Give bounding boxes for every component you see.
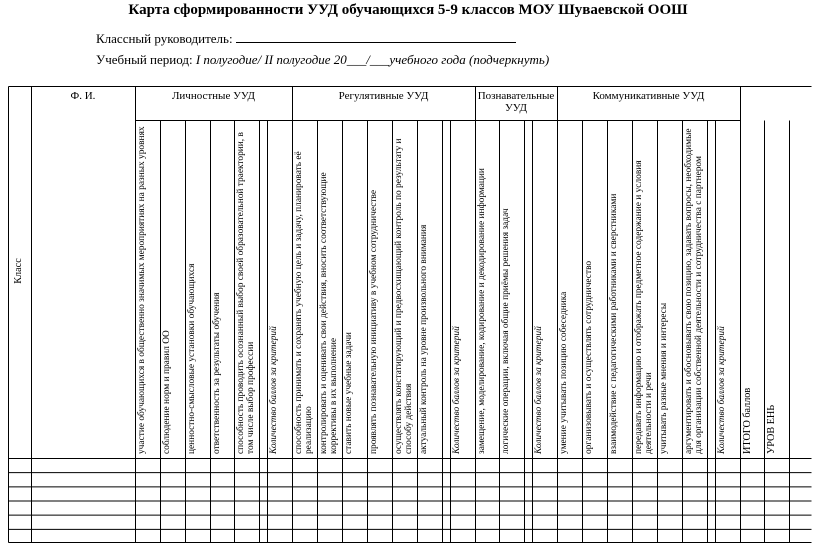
period-line xyxy=(96,52,549,68)
table-cell[interactable] xyxy=(682,472,707,486)
table-cell[interactable] xyxy=(532,486,557,500)
teacher-line xyxy=(96,31,516,47)
table-cell[interactable] xyxy=(234,486,259,500)
header-name: Ф. И. xyxy=(70,90,96,102)
table-cell[interactable] xyxy=(707,472,715,486)
table-cell[interactable] xyxy=(392,501,417,515)
table-cell[interactable] xyxy=(417,458,442,472)
teacher-label: Классный руководитель: xyxy=(96,31,233,46)
criterion-regulatory: проявлять познавательную инициативу в учебном сотрудничестве xyxy=(369,189,379,454)
table-cell[interactable] xyxy=(740,472,764,486)
table-cell[interactable] xyxy=(657,501,682,515)
table-cell[interactable] xyxy=(740,501,764,515)
table-cell[interactable] xyxy=(342,486,367,500)
table-cell[interactable] xyxy=(259,472,267,486)
table-cell[interactable] xyxy=(392,515,417,529)
table-cell[interactable] xyxy=(367,486,392,500)
criterion-regulatory: актуальный контроль на уровне произвольного внимания xyxy=(419,224,429,454)
table-cell[interactable] xyxy=(442,486,450,500)
table-cell[interactable] xyxy=(417,515,442,529)
table-cell[interactable] xyxy=(317,458,342,472)
table-cell[interactable] xyxy=(607,515,632,529)
table-cell[interactable] xyxy=(160,458,185,472)
table-cell[interactable] xyxy=(31,501,135,515)
criterion-regulatory: контролировать и оценивать свои действия, вносить соответствующие коррективы в их выполнение xyxy=(319,172,339,454)
criterion-personal: соблюдение норм и правил ОО xyxy=(162,330,172,454)
table-cell[interactable] xyxy=(185,472,210,486)
table-cell[interactable] xyxy=(442,458,450,472)
table-cell[interactable] xyxy=(31,472,135,486)
table-cell[interactable] xyxy=(475,458,499,472)
table-cell[interactable] xyxy=(160,501,185,515)
table-cell[interactable] xyxy=(317,501,342,515)
table-cell[interactable] xyxy=(392,472,417,486)
table-cell[interactable] xyxy=(532,472,557,486)
table-cell[interactable] xyxy=(31,458,135,472)
table-cell[interactable] xyxy=(210,515,234,529)
criterion-regulatory: способность принимать и сохранять учебную цель и задачу, планировать её реализацию xyxy=(294,151,314,454)
table-cell[interactable] xyxy=(499,486,524,500)
table-cell[interactable] xyxy=(267,501,292,515)
table-cell[interactable] xyxy=(160,472,185,486)
table-cell[interactable] xyxy=(135,486,160,500)
table-cell[interactable] xyxy=(267,486,292,500)
table-cell[interactable] xyxy=(442,501,450,515)
table-cell[interactable] xyxy=(632,458,657,472)
criterion-communicative: передавать информацию и отображать предметное содержание и условия деятельности и речи xyxy=(634,160,654,454)
table-cell[interactable] xyxy=(740,515,764,529)
table-cell[interactable] xyxy=(185,486,210,500)
table-cell[interactable] xyxy=(715,472,740,486)
criterion-regulatory: осуществлять констатирующий и предвосхищающий контроль по результату и способу действия xyxy=(394,138,414,454)
header-level: УРОВ ЕНЬ xyxy=(766,404,777,454)
table-cell[interactable] xyxy=(442,515,450,529)
table-cell[interactable] xyxy=(342,472,367,486)
table-cell[interactable] xyxy=(740,458,764,472)
group-header-communicative: Коммуникативные УУД xyxy=(592,90,705,102)
table-cell[interactable] xyxy=(582,472,607,486)
table-cell[interactable] xyxy=(764,458,789,472)
table-cell[interactable] xyxy=(417,486,442,500)
table-cell[interactable] xyxy=(657,486,682,500)
score-per-criterion-header: Количество баллов за критерий xyxy=(452,326,462,454)
table-cell[interactable] xyxy=(715,501,740,515)
criterion-communicative: умение учитывать позицию собеседника xyxy=(559,291,569,454)
criterion-communicative: организовывать и осуществлять сотрудничество xyxy=(584,260,594,454)
table-cell[interactable] xyxy=(8,501,31,515)
table-cell[interactable] xyxy=(789,515,812,529)
table-cell[interactable] xyxy=(292,515,317,529)
table-cell[interactable] xyxy=(160,515,185,529)
criterion-regulatory: ставить новые учебные задачи xyxy=(344,332,354,454)
table-cell[interactable] xyxy=(8,486,31,500)
table-cell[interactable] xyxy=(607,472,632,486)
table-cell[interactable] xyxy=(31,486,135,500)
table-cell[interactable] xyxy=(789,501,812,515)
table-cell[interactable] xyxy=(342,458,367,472)
table-cell[interactable] xyxy=(524,458,532,472)
header-class: Класс xyxy=(13,258,24,284)
table-cell[interactable] xyxy=(417,472,442,486)
table-cell[interactable] xyxy=(160,486,185,500)
table-cell[interactable] xyxy=(450,501,475,515)
table-cell[interactable] xyxy=(524,501,532,515)
group-header-personal: Личностные УУД xyxy=(171,90,256,102)
table-cell[interactable] xyxy=(317,515,342,529)
criterion-personal: способность проводить осознанный выбор своей образовательной траектории, в том числе выбор профессии xyxy=(236,132,256,454)
table-cell[interactable] xyxy=(267,458,292,472)
table-cell[interactable] xyxy=(267,515,292,529)
table-cell[interactable] xyxy=(292,486,317,500)
table-cell[interactable] xyxy=(789,486,812,500)
table-cell[interactable] xyxy=(607,486,632,500)
table-cell[interactable] xyxy=(657,472,682,486)
table-cell[interactable] xyxy=(417,501,442,515)
table-cell[interactable] xyxy=(259,458,267,472)
table-cell[interactable] xyxy=(135,515,160,529)
table-cell[interactable] xyxy=(367,472,392,486)
table-cell[interactable] xyxy=(532,458,557,472)
table-cell[interactable] xyxy=(715,515,740,529)
table-cell[interactable] xyxy=(475,472,499,486)
table-cell[interactable] xyxy=(292,501,317,515)
table-cell[interactable] xyxy=(31,515,135,529)
table-cell[interactable] xyxy=(582,486,607,500)
table-cell[interactable] xyxy=(342,501,367,515)
table-cell[interactable] xyxy=(557,472,582,486)
table-cell[interactable] xyxy=(8,515,31,529)
table-cell[interactable] xyxy=(475,515,499,529)
criterion-cognitive: логические операции, включая общие приёмы решения задач xyxy=(501,208,511,454)
table-cell[interactable] xyxy=(582,515,607,529)
table-cell[interactable] xyxy=(135,472,160,486)
table-cell[interactable] xyxy=(789,472,812,486)
table-cell[interactable] xyxy=(210,486,234,500)
table-cell[interactable] xyxy=(764,486,789,500)
table-cell[interactable] xyxy=(210,501,234,515)
table-cell[interactable] xyxy=(715,458,740,472)
table-cell[interactable] xyxy=(707,486,715,500)
table-cell[interactable] xyxy=(135,458,160,472)
table-cell[interactable] xyxy=(682,458,707,472)
table-cell[interactable] xyxy=(450,486,475,500)
table-cell[interactable] xyxy=(524,472,532,486)
table-cell[interactable] xyxy=(707,501,715,515)
table-cell[interactable] xyxy=(764,472,789,486)
criterion-communicative: учитывать разные мнения и интересы xyxy=(659,302,669,454)
uud-table xyxy=(8,86,812,543)
table-cell[interactable] xyxy=(259,486,267,500)
table-cell[interactable] xyxy=(259,515,267,529)
table-cell[interactable] xyxy=(8,458,31,472)
table-cell[interactable] xyxy=(317,486,342,500)
table-cell[interactable] xyxy=(524,486,532,500)
table-cell[interactable] xyxy=(789,458,812,472)
score-per-criterion-header: Количество баллов за критерий xyxy=(534,326,544,454)
table-cell[interactable] xyxy=(267,472,292,486)
table-cell[interactable] xyxy=(557,515,582,529)
table-cell[interactable] xyxy=(450,458,475,472)
table-cell[interactable] xyxy=(582,501,607,515)
group-header-cognitive: Познавательные УУД xyxy=(477,90,555,114)
table-cell[interactable] xyxy=(317,472,342,486)
table-cell[interactable] xyxy=(185,501,210,515)
table-cell[interactable] xyxy=(442,472,450,486)
table-cell[interactable] xyxy=(632,501,657,515)
table-cell[interactable] xyxy=(450,515,475,529)
group-header-regulatory: Регулятивные УУД xyxy=(338,90,429,102)
table-cell[interactable] xyxy=(292,472,317,486)
table-cell[interactable] xyxy=(764,515,789,529)
table-cell[interactable] xyxy=(234,472,259,486)
table-cell[interactable] xyxy=(259,501,267,515)
table-cell[interactable] xyxy=(657,515,682,529)
table-cell[interactable] xyxy=(632,472,657,486)
table-cell[interactable] xyxy=(367,501,392,515)
table-cell[interactable] xyxy=(607,458,632,472)
table-cell[interactable] xyxy=(632,515,657,529)
period-label: Учебный период: xyxy=(96,52,193,67)
table-cell[interactable] xyxy=(682,501,707,515)
table-cell[interactable] xyxy=(557,486,582,500)
table-cell[interactable] xyxy=(524,515,532,529)
table-cell[interactable] xyxy=(234,458,259,472)
page-title: Карта сформированности УУД обучающихся 5-9 классов МОУ Шуваевской ООШ xyxy=(128,2,688,18)
period-value: I полугодие/ II полугодие 20___/___учебного года (подчеркнуть) xyxy=(195,52,550,67)
table-cell[interactable] xyxy=(392,486,417,500)
table-cell[interactable] xyxy=(532,515,557,529)
criterion-personal: ценностно-смысловые установки обучающихся xyxy=(187,263,197,454)
table-cell[interactable] xyxy=(185,515,210,529)
teacher-blank[interactable] xyxy=(236,31,516,43)
table-cell[interactable] xyxy=(740,486,764,500)
table-cell[interactable] xyxy=(557,458,582,472)
table-cell[interactable] xyxy=(210,458,234,472)
table-cell[interactable] xyxy=(475,486,499,500)
table-cell[interactable] xyxy=(582,458,607,472)
table-cell[interactable] xyxy=(292,458,317,472)
criterion-communicative: аргументировать и обосновывать свою позицию, задавать вопросы, необходимые для организации собственной деятельности и сотрудничества с партнером xyxy=(684,128,704,454)
table-cell[interactable] xyxy=(764,501,789,515)
table-cell[interactable] xyxy=(499,501,524,515)
table-cell[interactable] xyxy=(707,515,715,529)
table-cell[interactable] xyxy=(682,515,707,529)
table-cell[interactable] xyxy=(499,458,524,472)
table-cell[interactable] xyxy=(499,515,524,529)
table-cell[interactable] xyxy=(210,472,234,486)
table-cell[interactable] xyxy=(185,458,210,472)
table-cell[interactable] xyxy=(632,486,657,500)
table-cell[interactable] xyxy=(499,472,524,486)
table-cell[interactable] xyxy=(8,472,31,486)
table-cell[interactable] xyxy=(707,458,715,472)
table-cell[interactable] xyxy=(367,458,392,472)
criterion-personal: ответственность за результаты обучения xyxy=(212,292,222,454)
criterion-personal: участие обучающихся в общественно значимых мероприятиях на разных уровнях xyxy=(137,126,147,454)
criterion-communicative: взаимодействие с педагогическими работниками и сверстниками xyxy=(609,193,619,454)
table-cell[interactable] xyxy=(234,515,259,529)
table-cell[interactable] xyxy=(682,486,707,500)
table-cell[interactable] xyxy=(657,458,682,472)
table-cell[interactable] xyxy=(607,501,632,515)
table-cell[interactable] xyxy=(450,472,475,486)
table-cell[interactable] xyxy=(532,501,557,515)
table-cell[interactable] xyxy=(135,501,160,515)
header-total: ИТОГО баллов xyxy=(742,387,753,454)
score-per-criterion-header: Количество баллов за критерий xyxy=(269,326,279,454)
table-cell[interactable] xyxy=(367,515,392,529)
table-cell[interactable] xyxy=(234,501,259,515)
table-cell[interactable] xyxy=(342,515,367,529)
table-cell[interactable] xyxy=(557,501,582,515)
score-per-criterion-header: Количество баллов за критерий xyxy=(717,326,727,454)
criterion-cognitive: замещение, моделирование, кодирование и декодирование информации xyxy=(477,168,487,454)
table-cell[interactable] xyxy=(475,501,499,515)
table-cell[interactable] xyxy=(392,458,417,472)
table-cell[interactable] xyxy=(715,486,740,500)
